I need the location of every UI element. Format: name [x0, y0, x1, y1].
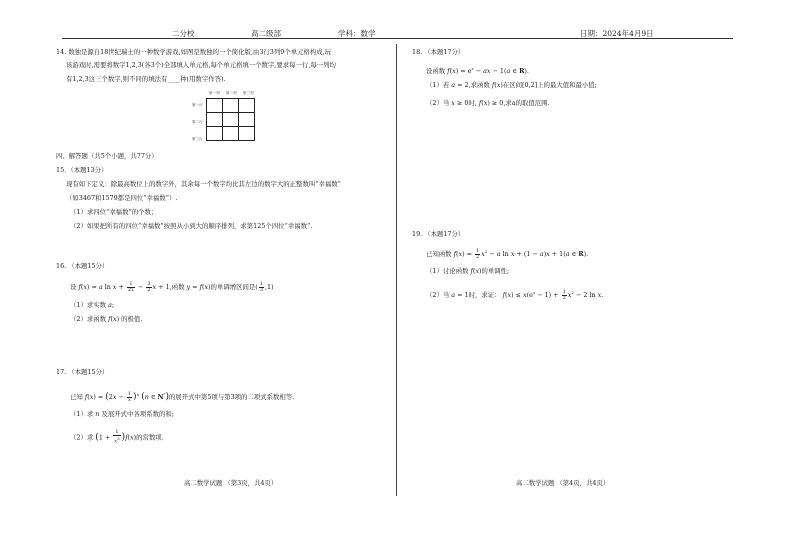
header-school: 二分校	[172, 29, 195, 38]
q15-line-2: （如3467和1579都是四位“幸福数”）.	[66, 194, 178, 202]
grid-cell	[223, 99, 239, 113]
q17-part-2: （2）求 (1 + $\frac{1}{x^3}$ )f(x)的常数项.	[70, 429, 164, 445]
q14-line-3: 有1,2,3这三个数字,则不同的填法有____种(用数字作答).	[66, 75, 226, 83]
footer-right: 高二数学试题 （第4页，共4页）	[516, 479, 610, 487]
q16-prefix: 设	[70, 283, 77, 291]
grid-col-header-3: 第三列	[243, 91, 254, 95]
grid-cell	[207, 127, 223, 141]
q17-prefix: 已知	[70, 393, 83, 402]
grid-cell	[239, 113, 255, 127]
q17-part-1: （1）求 n 及展开式中各项系数的和;	[70, 410, 174, 418]
grid-cell	[207, 113, 223, 127]
q15-line-1: 现有如下定义：除最高数位上的数字外，其余每一个数字均比其左边的数字大的正整数叫“幸福数”	[66, 180, 341, 188]
q16-statement: 设 f(x) = a ln x + $\frac{1}{2x}$ − $\frac{3}{2}$ x + 1,函数 y = f(x)的单调增区间是( $\frac{1}{3}$ ,1)	[70, 280, 274, 293]
q15-title: 15．（本题13分）	[56, 166, 108, 174]
header-rule-left	[62, 38, 412, 39]
q15-part-2: （2）如果把所有的四位“幸福数”按照从小到大的顺序排列，求第125个四位“幸福数”.	[70, 222, 313, 230]
grid-cell	[223, 113, 239, 127]
q16-title: 16. （本题15分）	[56, 262, 109, 270]
fraction: $\frac{1}{x}$	[127, 390, 132, 403]
grid-cell	[239, 99, 255, 113]
grid-cell	[239, 127, 255, 141]
q16-part-1: （1）求实数 a;	[70, 301, 115, 309]
q16-interval-end: 1)	[267, 283, 274, 291]
q18-part-1: （1）若 a = 2,求函数 f(x)在区间[0,2]上的最大值和最小值;	[426, 81, 597, 89]
fraction: $\frac{1}{x^3}$	[114, 429, 120, 445]
fraction: $\frac{1}{2x}$	[127, 280, 134, 293]
q19-title: 19. （本题17分）	[412, 230, 465, 238]
q17-statement: 已知 f(x) = (2x − $\frac{1}{x}$ )$^n$ (n ∈ N*)的展开式中第5项与第3项的二项式系数相等.	[70, 390, 295, 403]
sudoku-grid	[206, 98, 255, 141]
q14-line-2: 该游戏时,需要将数字1,2,3(各3个)全部填入单元格,每个单元格填一个数字,要求每一行,每一列均	[66, 61, 336, 69]
grid-row-header-3: 第三行	[192, 137, 203, 141]
q17-title: 17. （本题15分）	[56, 368, 109, 376]
q14-line-1: 14. 数独是源自18世纪瑞士的一种数学游戏,如图是数独的一个简化版,由3行3列9个单元格构成,玩	[56, 48, 332, 56]
fraction: $\frac{1}{2}$	[562, 288, 566, 301]
q15-part-1: （1）求四位“幸福数”的个数；	[70, 208, 158, 216]
q16-mid: ,函数	[169, 283, 185, 291]
fraction: $\frac{1}{2}$	[476, 247, 480, 260]
header-date: 日期：2024年4月9日	[580, 29, 654, 38]
header-subject: 学科：数学	[338, 29, 376, 38]
q19-statement: 已知函数 f(x) = $\frac{1}{2}$ $x^2 - a$ ln x + (1 − a)x + 1(a ∈ R).	[426, 247, 589, 260]
q19-part-1: （1）讨论函数 f(x)的单调性;	[426, 267, 510, 275]
header-rule-right	[405, 38, 733, 39]
q18-title: 18. （本题17分）	[412, 48, 465, 56]
section-4-heading: 四、解答题（共5个小题，共77分）	[56, 152, 158, 160]
fraction: $\frac{3}{2}$	[147, 280, 151, 293]
q17-suffix: 的展开式中第5项与第3项的二项式系数相等.	[168, 393, 295, 402]
grid-row-header-1: 第一行	[192, 103, 203, 107]
grid-cell	[207, 99, 223, 113]
footer-left: 高二数学试题 （第3页，共4页）	[184, 479, 278, 487]
q16-suffix: 的单调增区间是	[210, 283, 256, 291]
header-department: 高二级部	[251, 29, 281, 38]
q19-part-2: （2）当 a = 1时，求证： $f(x) \le x(e^x - 1)$ + $\frac{1}{2}$ $x^2 - 2$ ln x.	[426, 288, 604, 301]
column-divider	[396, 44, 397, 496]
q18-statement: 设函数 $f(x) = e^x$ − ax − 1(a ∈ R).	[426, 66, 529, 76]
q18-part-2: （2）当 x ≥ 0时, f(x) ≥ 0,求a的取值范围.	[426, 99, 550, 107]
grid-col-header-1: 第一列	[209, 91, 220, 95]
grid-row-header-2: 第二行	[192, 120, 203, 124]
grid-col-header-2: 第二列	[226, 91, 237, 95]
q16-part-2: （2）求函数 f(x) 的极值.	[70, 315, 143, 323]
fraction: $\frac{1}{3}$	[259, 280, 263, 293]
grid-cell	[223, 127, 239, 141]
